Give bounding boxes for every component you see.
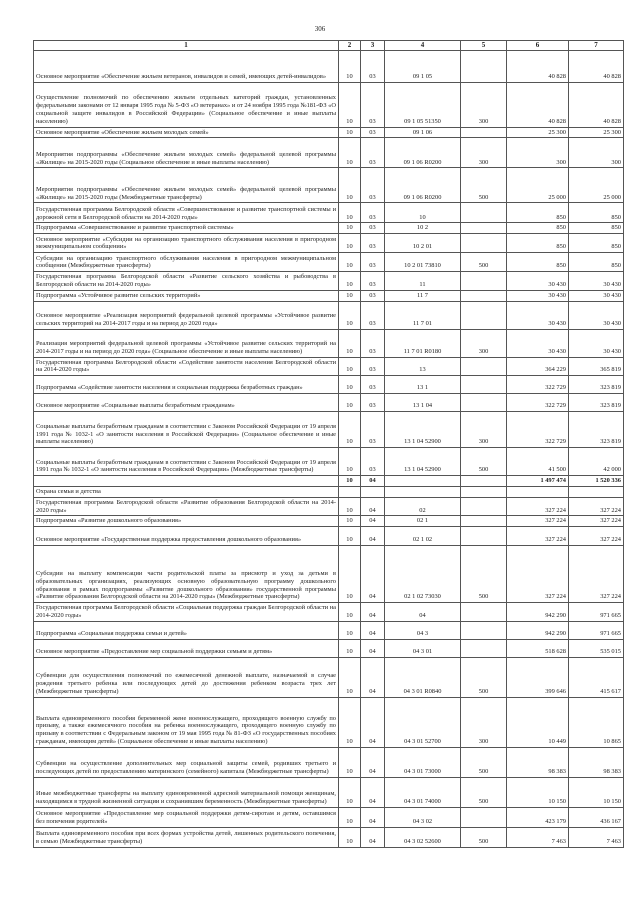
row-amount-year1: 25 300 — [507, 127, 569, 138]
row-expense-type — [461, 394, 507, 412]
row-target-article: 09 1 06 — [385, 127, 461, 138]
table-row — [34, 272, 624, 291]
row-amount-year2: 40 828 — [569, 82, 624, 127]
row-subsection-code: 03 — [361, 290, 385, 301]
row-target-article: 10 2 01 73810 — [385, 253, 461, 272]
row-target-article: 09 1 06 R0200 — [385, 168, 461, 203]
row-target-article: 02 1 02 — [385, 527, 461, 546]
row-subsection-code: 03 — [361, 272, 385, 291]
row-amount-year2: 327 224 — [569, 546, 624, 603]
row-subsection-code: 03 — [361, 127, 385, 138]
row-amount-year1: 327 224 — [507, 516, 569, 527]
row-target-article: 04 — [385, 603, 461, 622]
row-target-article: 11 7 01 — [385, 301, 461, 329]
row-name: Подпрограмма «Социальная поддержка семьи и детей» — [34, 621, 339, 639]
row-name: Подпрограмма «Устойчивое развитие сельских территорий» — [34, 290, 339, 301]
row-subsection-code: 03 — [361, 138, 385, 168]
row-name: Мероприятия подпрограммы «Обеспечение жильем молодых семей» федеральной целевой программы «Жилище» на 2015-2020 годы (Социальное обеспечение и иные выплаты населению) — [34, 138, 339, 168]
row-section-code: 10 — [339, 657, 361, 697]
row-section-code: 10 — [339, 697, 361, 747]
table-row — [34, 394, 624, 412]
row-section-code: 10 — [339, 253, 361, 272]
row-amount-year1: 40 828 — [507, 82, 569, 127]
row-amount-year1: 364 229 — [507, 357, 569, 376]
row-section-code: 10 — [339, 234, 361, 253]
table-row — [34, 138, 624, 168]
row-subsection-code: 04 — [361, 639, 385, 657]
row-expense-type: 500 — [461, 546, 507, 603]
row-expense-type: 500 — [461, 827, 507, 847]
row-amount-year2: 42 000 — [569, 448, 624, 476]
row-amount-year2: 535 015 — [569, 639, 624, 657]
row-name: Мероприятия подпрограммы «Обеспечение жильем молодых семей» федеральной целевой программы «Жилище» на 2015-2020 годы (Межбюджетные трансферты) — [34, 168, 339, 203]
row-section-code — [339, 487, 361, 498]
row-subsection-code: 03 — [361, 329, 385, 357]
row-section-code: 10 — [339, 827, 361, 847]
row-expense-type: 500 — [461, 747, 507, 777]
row-subsection-code: 04 — [361, 827, 385, 847]
row-amount-year1: 300 — [507, 138, 569, 168]
row-target-article: 02 1 02 73030 — [385, 546, 461, 603]
row-target-article — [385, 487, 461, 498]
table-row — [34, 50, 624, 82]
row-section-code: 10 — [339, 290, 361, 301]
table-row — [34, 747, 624, 777]
column-header: 1 — [34, 41, 339, 51]
row-name: Выплата единовременного пособия при всех формах устройства детей, лишенных родительского попечения, в семью (Межбюджетные трансферты) — [34, 827, 339, 847]
table-row — [34, 448, 624, 476]
row-name: Государственная программа Белгородской области «Содействие занятости населения Белгородской области на 2014-2020 годы» — [34, 357, 339, 376]
row-target-article: 10 2 — [385, 223, 461, 234]
table-row — [34, 546, 624, 603]
row-amount-year1: 518 628 — [507, 639, 569, 657]
row-expense-type — [461, 127, 507, 138]
row-target-article: 04 3 — [385, 621, 461, 639]
row-amount-year2: 30 430 — [569, 290, 624, 301]
row-target-article: 04 3 01 74000 — [385, 777, 461, 807]
row-expense-type — [461, 357, 507, 376]
row-section-code: 10 — [339, 357, 361, 376]
row-subsection-code: 03 — [361, 412, 385, 448]
row-section-code: 10 — [339, 603, 361, 622]
row-amount-year1: 1 497 474 — [507, 476, 569, 487]
row-amount-year2 — [569, 487, 624, 498]
row-target-article — [385, 476, 461, 487]
row-name: Основное мероприятие «Социальные выплаты безработным гражданам» — [34, 394, 339, 412]
row-expense-type — [461, 603, 507, 622]
table-row — [34, 82, 624, 127]
row-subsection-code: 04 — [361, 807, 385, 827]
row-subsection-code: 04 — [361, 697, 385, 747]
row-section-code: 10 — [339, 807, 361, 827]
row-amount-year2: 323 819 — [569, 412, 624, 448]
row-amount-year2: 850 — [569, 253, 624, 272]
table-row — [34, 223, 624, 234]
row-expense-type — [461, 527, 507, 546]
row-section-code: 10 — [339, 329, 361, 357]
row-name: Основное мероприятие «Обеспечение жильем молодых семей» — [34, 127, 339, 138]
table-row — [34, 168, 624, 203]
row-section-code: 10 — [339, 272, 361, 291]
row-subsection-code: 04 — [361, 657, 385, 697]
row-section-code: 10 — [339, 777, 361, 807]
row-name: Государственная программа Белгородской области «Развитие образования Белгородской области на 2014-2020 годы» — [34, 497, 339, 516]
row-expense-type: 300 — [461, 697, 507, 747]
row-amount-year2: 10 150 — [569, 777, 624, 807]
row-target-article: 09 1 05 51350 — [385, 82, 461, 127]
row-amount-year1: 322 729 — [507, 412, 569, 448]
row-subsection-code: 04 — [361, 621, 385, 639]
row-name — [34, 476, 339, 487]
table-row — [34, 329, 624, 357]
row-amount-year1: 30 430 — [507, 301, 569, 329]
row-expense-type — [461, 272, 507, 291]
row-subsection-code: 03 — [361, 223, 385, 234]
row-target-article: 02 — [385, 497, 461, 516]
row-subsection-code: 04 — [361, 516, 385, 527]
table-row — [34, 253, 624, 272]
row-amount-year2: 850 — [569, 223, 624, 234]
row-amount-year2: 98 383 — [569, 747, 624, 777]
row-expense-type — [461, 516, 507, 527]
row-section-code: 10 — [339, 497, 361, 516]
row-amount-year2: 25 000 — [569, 168, 624, 203]
row-amount-year2: 850 — [569, 234, 624, 253]
table-row — [34, 357, 624, 376]
row-target-article: 02 1 — [385, 516, 461, 527]
row-section-code: 10 — [339, 301, 361, 329]
row-subsection-code: 03 — [361, 301, 385, 329]
row-name: Осуществление полномочий по обеспечению жильем отдельных категорий граждан, установленных федеральными законами от 12 января 1995 года № 5-ФЗ «О ветеранах» и от 24 ноября 1995 года №181-ФЗ «О социальной защите инвалидов в Российской Федерации» (Социальное обеспечение и иные выплаты населению) — [34, 82, 339, 127]
row-amount-year1: 10 449 — [507, 697, 569, 747]
row-amount-year1: 942 290 — [507, 603, 569, 622]
row-subsection-code: 04 — [361, 497, 385, 516]
row-target-article: 09 1 05 — [385, 50, 461, 82]
row-section-code: 10 — [339, 412, 361, 448]
column-header: 7 — [569, 41, 624, 51]
table-row — [34, 639, 624, 657]
row-expense-type: 500 — [461, 448, 507, 476]
row-subsection-code: 04 — [361, 747, 385, 777]
row-name: Иные межбюджетные трансферты на выплату единовременной адресной материальной помощи женщинам, находящимся в трудной жизненной ситуации и сохранившим беременность (Межбюджетные трансферты) — [34, 777, 339, 807]
row-target-article: 04 3 02 52600 — [385, 827, 461, 847]
row-name: Выплата единовременного пособия беременной жене военнослужащего, проходящего военную службу по призыву, а также ежемесячного пособия на ребенка военнослужащего, проходящего военную службу по призыву в соответствии с Федеральным законом от 19 мая 1995 года № 81-ФЗ «О государственных пособиях гражданам, имеющим детей» (Социальное обеспечение и иные выплаты населению) — [34, 697, 339, 747]
row-name: Основное мероприятие «Субсидии на организацию транспортного обслуживания населения в пригородном межмуниципальном сообщении» — [34, 234, 339, 253]
column-header: 3 — [361, 41, 385, 51]
row-amount-year2: 365 819 — [569, 357, 624, 376]
row-expense-type — [461, 487, 507, 498]
row-amount-year2: 971 665 — [569, 621, 624, 639]
row-amount-year1: 942 290 — [507, 621, 569, 639]
row-expense-type — [461, 203, 507, 223]
table-row — [34, 697, 624, 747]
row-name: Реализация мероприятий федеральной целевой программы «Устойчивое развитие сельских территорий на 2014-2017 годы и на период до 2020 года» (Социальное обеспечение и иные выплаты населению) — [34, 329, 339, 357]
row-amount-year1: 850 — [507, 234, 569, 253]
table-row — [34, 497, 624, 516]
row-expense-type — [461, 50, 507, 82]
row-section-code: 10 — [339, 516, 361, 527]
table-row — [34, 621, 624, 639]
row-amount-year2: 323 819 — [569, 394, 624, 412]
row-amount-year1: 399 646 — [507, 657, 569, 697]
row-name: Субвенции для осуществления полномочий по ежемесячной денежной выплате, назначаемой в случае рождения третьего ребенка или последующих детей до достижения ребенком возраста трех лет (Межбюджетные трансферты) — [34, 657, 339, 697]
row-expense-type: 500 — [461, 657, 507, 697]
row-expense-type: 300 — [461, 138, 507, 168]
table-row — [34, 807, 624, 827]
row-section-code: 10 — [339, 223, 361, 234]
row-amount-year2: 436 167 — [569, 807, 624, 827]
row-target-article: 09 1 06 R0200 — [385, 138, 461, 168]
row-amount-year1: 7 463 — [507, 827, 569, 847]
row-amount-year1 — [507, 487, 569, 498]
row-subsection-code: 03 — [361, 448, 385, 476]
table-row — [34, 301, 624, 329]
row-target-article: 10 2 01 — [385, 234, 461, 253]
row-section-code: 10 — [339, 203, 361, 223]
row-subsection-code: 03 — [361, 203, 385, 223]
row-target-article: 04 3 01 52700 — [385, 697, 461, 747]
row-amount-year2: 10 865 — [569, 697, 624, 747]
row-amount-year1: 327 224 — [507, 497, 569, 516]
row-name: Субсидии на организацию транспортного обслуживания населения в пригородном межмуниципальном сообщении (Межбюджетные трансферты) — [34, 253, 339, 272]
budget-table — [33, 40, 624, 848]
row-section-code: 10 — [339, 621, 361, 639]
row-amount-year2: 415 617 — [569, 657, 624, 697]
row-target-article: 11 — [385, 272, 461, 291]
row-subsection-code: 03 — [361, 50, 385, 82]
row-expense-type: 300 — [461, 412, 507, 448]
row-name: Основное мероприятие «Предоставление мер социальной поддержки детям-сиротам и детям, оставшимся без попечения родителей» — [34, 807, 339, 827]
row-section-code: 10 — [339, 394, 361, 412]
column-header: 6 — [507, 41, 569, 51]
page-number: 306 — [314, 25, 326, 33]
row-amount-year2: 7 463 — [569, 827, 624, 847]
row-section-code: 10 — [339, 376, 361, 394]
row-subsection-code: 04 — [361, 546, 385, 603]
row-subsection-code: 03 — [361, 394, 385, 412]
table-row — [34, 487, 624, 498]
row-subsection-code: 03 — [361, 234, 385, 253]
row-expense-type: 500 — [461, 168, 507, 203]
row-section-code: 10 — [339, 82, 361, 127]
row-amount-year2: 30 430 — [569, 272, 624, 291]
row-expense-type — [461, 807, 507, 827]
row-section-code: 10 — [339, 639, 361, 657]
row-target-article: 13 1 — [385, 376, 461, 394]
row-expense-type: 500 — [461, 777, 507, 807]
row-section-code: 10 — [339, 138, 361, 168]
row-target-article: 13 1 04 52900 — [385, 412, 461, 448]
row-target-article: 11 7 — [385, 290, 461, 301]
row-target-article: 04 3 01 73000 — [385, 747, 461, 777]
row-amount-year1: 10 150 — [507, 777, 569, 807]
row-target-article: 10 — [385, 203, 461, 223]
row-amount-year2: 25 300 — [569, 127, 624, 138]
row-section-code: 10 — [339, 448, 361, 476]
row-name: Субсидии на выплату компенсации части родительской платы за присмотр и уход за детьми в образовательных организациях, реализующих основную образовательную программу дошкольного образования в рамках подпрограммы «Развитие дошкольного образования» государственной программы «Развитие образования Белгородской области на 2014-2020 годы» (Межбюджетные трансферты) — [34, 546, 339, 603]
row-amount-year2: 40 828 — [569, 50, 624, 82]
row-amount-year1: 30 430 — [507, 329, 569, 357]
table-row — [34, 476, 624, 487]
row-amount-year1: 850 — [507, 253, 569, 272]
row-name: Государственная программа Белгородской области «Развитие сельского хозяйства и рыбоводства в Белгородской области на 2014-2020 годы» — [34, 272, 339, 291]
table-row — [34, 657, 624, 697]
table-row — [34, 412, 624, 448]
row-name: Подпрограмма «Содействие занятости населения и социальная поддержка безработных граждан» — [34, 376, 339, 394]
row-target-article: 13 — [385, 357, 461, 376]
row-name: Государственная программа Белгородской области «Социальная поддержка граждан Белгородской области на 2014-2020 годы» — [34, 603, 339, 622]
row-amount-year2: 850 — [569, 203, 624, 223]
row-subsection-code: 04 — [361, 777, 385, 807]
row-amount-year1: 327 224 — [507, 546, 569, 603]
table-row — [34, 827, 624, 847]
column-header: 5 — [461, 41, 507, 51]
row-expense-type — [461, 301, 507, 329]
row-name: Подпрограмма «Развитие дошкольного образования» — [34, 516, 339, 527]
row-subsection-code: 03 — [361, 376, 385, 394]
row-expense-type — [461, 223, 507, 234]
row-amount-year1: 98 383 — [507, 747, 569, 777]
table-row — [34, 603, 624, 622]
row-amount-year1: 327 224 — [507, 527, 569, 546]
row-amount-year1: 30 430 — [507, 272, 569, 291]
row-expense-type — [461, 639, 507, 657]
row-amount-year2: 30 430 — [569, 301, 624, 329]
row-amount-year1: 30 430 — [507, 290, 569, 301]
row-name: Субвенции на осуществление дополнительных мер социальной защиты семей, родивших третьего и последующих детей по предоставлению материнского (семейного) капитала (Межбюджетные трансферты) — [34, 747, 339, 777]
row-section-code: 10 — [339, 527, 361, 546]
row-amount-year2: 327 224 — [569, 516, 624, 527]
column-header: 2 — [339, 41, 361, 51]
row-expense-type: 500 — [461, 253, 507, 272]
row-expense-type: 300 — [461, 82, 507, 127]
row-amount-year1: 423 179 — [507, 807, 569, 827]
row-amount-year2: 971 665 — [569, 603, 624, 622]
row-subsection-code: 04 — [361, 527, 385, 546]
row-name: Охрана семьи и детства — [34, 487, 339, 498]
table-row — [34, 777, 624, 807]
row-name: Государственная программа Белгородской области «Совершенствование и развитие транспортной системы и дорожной сети в Белгородской области на 2014-2020 годы» — [34, 203, 339, 223]
row-amount-year2: 30 430 — [569, 329, 624, 357]
row-expense-type — [461, 234, 507, 253]
row-expense-type — [461, 376, 507, 394]
row-name: Социальные выплаты безработным гражданам в соответствии с Законом Российской Федерации от 19 апреля 1991 года № 1032-1 «О занятости населения в Российской Федерации» (Межбюджетные трансферты) — [34, 448, 339, 476]
row-section-code: 10 — [339, 50, 361, 82]
row-amount-year2: 327 224 — [569, 527, 624, 546]
column-header: 4 — [385, 41, 461, 51]
table-row — [34, 127, 624, 138]
row-expense-type — [461, 476, 507, 487]
row-section-code: 10 — [339, 476, 361, 487]
row-section-code: 10 — [339, 168, 361, 203]
row-amount-year1: 850 — [507, 203, 569, 223]
row-expense-type — [461, 621, 507, 639]
row-target-article: 04 3 01 R0840 — [385, 657, 461, 697]
row-target-article: 13 1 04 — [385, 394, 461, 412]
row-subsection-code: 03 — [361, 82, 385, 127]
row-subsection-code — [361, 487, 385, 498]
row-amount-year1: 850 — [507, 223, 569, 234]
row-subsection-code: 03 — [361, 168, 385, 203]
row-section-code: 10 — [339, 747, 361, 777]
row-name: Основное мероприятие «Предоставление мер социальной поддержки семьям и детям» — [34, 639, 339, 657]
row-amount-year2: 1 520 336 — [569, 476, 624, 487]
table-header-row — [34, 41, 624, 51]
row-name: Основное мероприятие «Реализация мероприятий федеральной целевой программы «Устойчивое развитие сельских территорий на 2014-2017 годы и на период до 2020 года» — [34, 301, 339, 329]
row-name: Основное мероприятие «Государственная поддержка предоставления дошкольного образования» — [34, 527, 339, 546]
row-expense-type: 300 — [461, 329, 507, 357]
row-amount-year1: 25 000 — [507, 168, 569, 203]
row-target-article: 04 3 02 — [385, 807, 461, 827]
row-amount-year2: 323 819 — [569, 376, 624, 394]
row-name: Подпрограмма «Совершенствование и развитие транспортной системы» — [34, 223, 339, 234]
row-amount-year1: 322 729 — [507, 376, 569, 394]
row-amount-year1: 322 729 — [507, 394, 569, 412]
row-target-article: 04 3 01 — [385, 639, 461, 657]
row-amount-year2: 300 — [569, 138, 624, 168]
table-row — [34, 234, 624, 253]
table-row — [34, 516, 624, 527]
row-section-code: 10 — [339, 127, 361, 138]
row-amount-year1: 40 828 — [507, 50, 569, 82]
row-amount-year1: 41 500 — [507, 448, 569, 476]
row-amount-year2: 327 224 — [569, 497, 624, 516]
row-name: Основное мероприятие «Обеспечение жильем ветеранов, инвалидов и семей, имеющих детей-инвалидов» — [34, 50, 339, 82]
row-name: Социальные выплаты безработным гражданам в соответствии с Законом Российской Федерации от 19 апреля 1991 года № 1032-1 «О занятости населения в Российской Федерации» (Социальное обеспечение и иные выплаты населению) — [34, 412, 339, 448]
row-section-code: 10 — [339, 546, 361, 603]
table-row — [34, 203, 624, 223]
table-row — [34, 376, 624, 394]
table-row — [34, 527, 624, 546]
row-expense-type — [461, 497, 507, 516]
row-subsection-code: 04 — [361, 603, 385, 622]
row-target-article: 11 7 01 R0180 — [385, 329, 461, 357]
table-row — [34, 290, 624, 301]
row-subsection-code: 03 — [361, 253, 385, 272]
row-subsection-code: 04 — [361, 476, 385, 487]
row-target-article: 13 1 04 52900 — [385, 448, 461, 476]
row-subsection-code: 03 — [361, 357, 385, 376]
row-expense-type — [461, 290, 507, 301]
